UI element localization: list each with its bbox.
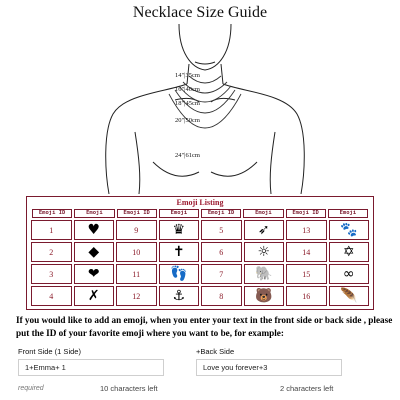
crown-icon: ♛ xyxy=(159,220,200,240)
back-side-input[interactable]: Love you forever+3 xyxy=(196,359,342,376)
emoji-table-header xyxy=(31,209,369,218)
arrow-icon: ➶ xyxy=(244,220,285,240)
front-side-input[interactable]: 1+Emma+ 1 xyxy=(18,359,164,376)
emoji-grid xyxy=(31,220,369,306)
front-characters-left: 10 characters left xyxy=(100,384,158,393)
required-hint: required xyxy=(18,385,44,392)
header-emoji-id: Emoji ID xyxy=(286,209,326,218)
emoji-id-cell: 5 xyxy=(201,220,242,240)
heart-icon: ♥ xyxy=(74,220,115,240)
header-emoji-id: Emoji ID xyxy=(201,209,241,218)
emoji-id-cell: 12 xyxy=(116,286,157,306)
lion-icon: ☼ xyxy=(244,242,285,262)
footprint-icon: 👣 xyxy=(159,264,200,284)
size-label-16: 16"|40cm xyxy=(175,86,200,93)
emoji-id-cell: 2 xyxy=(31,242,72,262)
emoji-id-cell: 6 xyxy=(201,242,242,262)
size-label-18: 18"|45cm xyxy=(175,100,200,107)
diamond-icon: ◆ xyxy=(74,242,115,262)
emoji-id-cell: 10 xyxy=(116,242,157,262)
infinity-icon: ∞ xyxy=(329,264,370,284)
back-side-label: +Back Side xyxy=(196,347,235,356)
size-label-24: 24"|61cm xyxy=(175,152,200,159)
emoji-id-cell: 8 xyxy=(201,286,242,306)
emoji-id-cell: 14 xyxy=(286,242,327,262)
bust-outline-illustration xyxy=(95,22,315,194)
header-emoji: Emoji xyxy=(74,209,114,218)
header-emoji: Emoji xyxy=(243,209,283,218)
necklace-size-figure xyxy=(95,22,315,194)
emoji-listing-title: Emoji Listing xyxy=(176,198,224,207)
emoji-listing-table xyxy=(26,196,374,310)
header-emoji-id: Emoji ID xyxy=(32,209,72,218)
feather-icon: 🪶 xyxy=(329,286,370,306)
emoji-id-cell: 1 xyxy=(31,220,72,240)
front-side-label: Front Side (1 Side) xyxy=(18,347,81,356)
size-label-14: 14"|35cm xyxy=(175,72,200,79)
emoji-id-cell: 16 xyxy=(286,286,327,306)
emoji-id-cell: 15 xyxy=(286,264,327,284)
header-emoji: Emoji xyxy=(159,209,199,218)
emoji-id-cell: 3 xyxy=(31,264,72,284)
star-of-david-icon: ✡ xyxy=(329,242,370,262)
cross-icon: ✝ xyxy=(159,242,200,262)
back-characters-left: 2 characters left xyxy=(280,384,334,393)
page-title: Necklace Size Guide xyxy=(132,4,268,21)
paw-print-icon: 🐾 xyxy=(329,220,370,240)
emoji-instructions: If you would like to add an emoji, when you enter your text in the front side or back side , please put the ID of your favorite emoji where you want to be, for example: xyxy=(16,315,393,338)
size-label-20: 20"|50cm xyxy=(175,117,200,124)
elephant-icon: 🐘 xyxy=(244,264,285,284)
bear-icon: 🐻 xyxy=(244,286,285,306)
emoji-id-cell: 7 xyxy=(201,264,242,284)
emoji-id-cell: 11 xyxy=(116,264,157,284)
header-emoji-id: Emoji ID xyxy=(117,209,157,218)
anchor-icon: ⚓ xyxy=(159,286,200,306)
header-emoji: Emoji xyxy=(328,209,368,218)
emoji-id-cell: 4 xyxy=(31,286,72,306)
lips-icon: ❤ xyxy=(74,264,115,284)
crossed-arrows-icon: ✗ xyxy=(74,286,115,306)
emoji-id-cell: 13 xyxy=(286,220,327,240)
emoji-id-cell: 9 xyxy=(116,220,157,240)
